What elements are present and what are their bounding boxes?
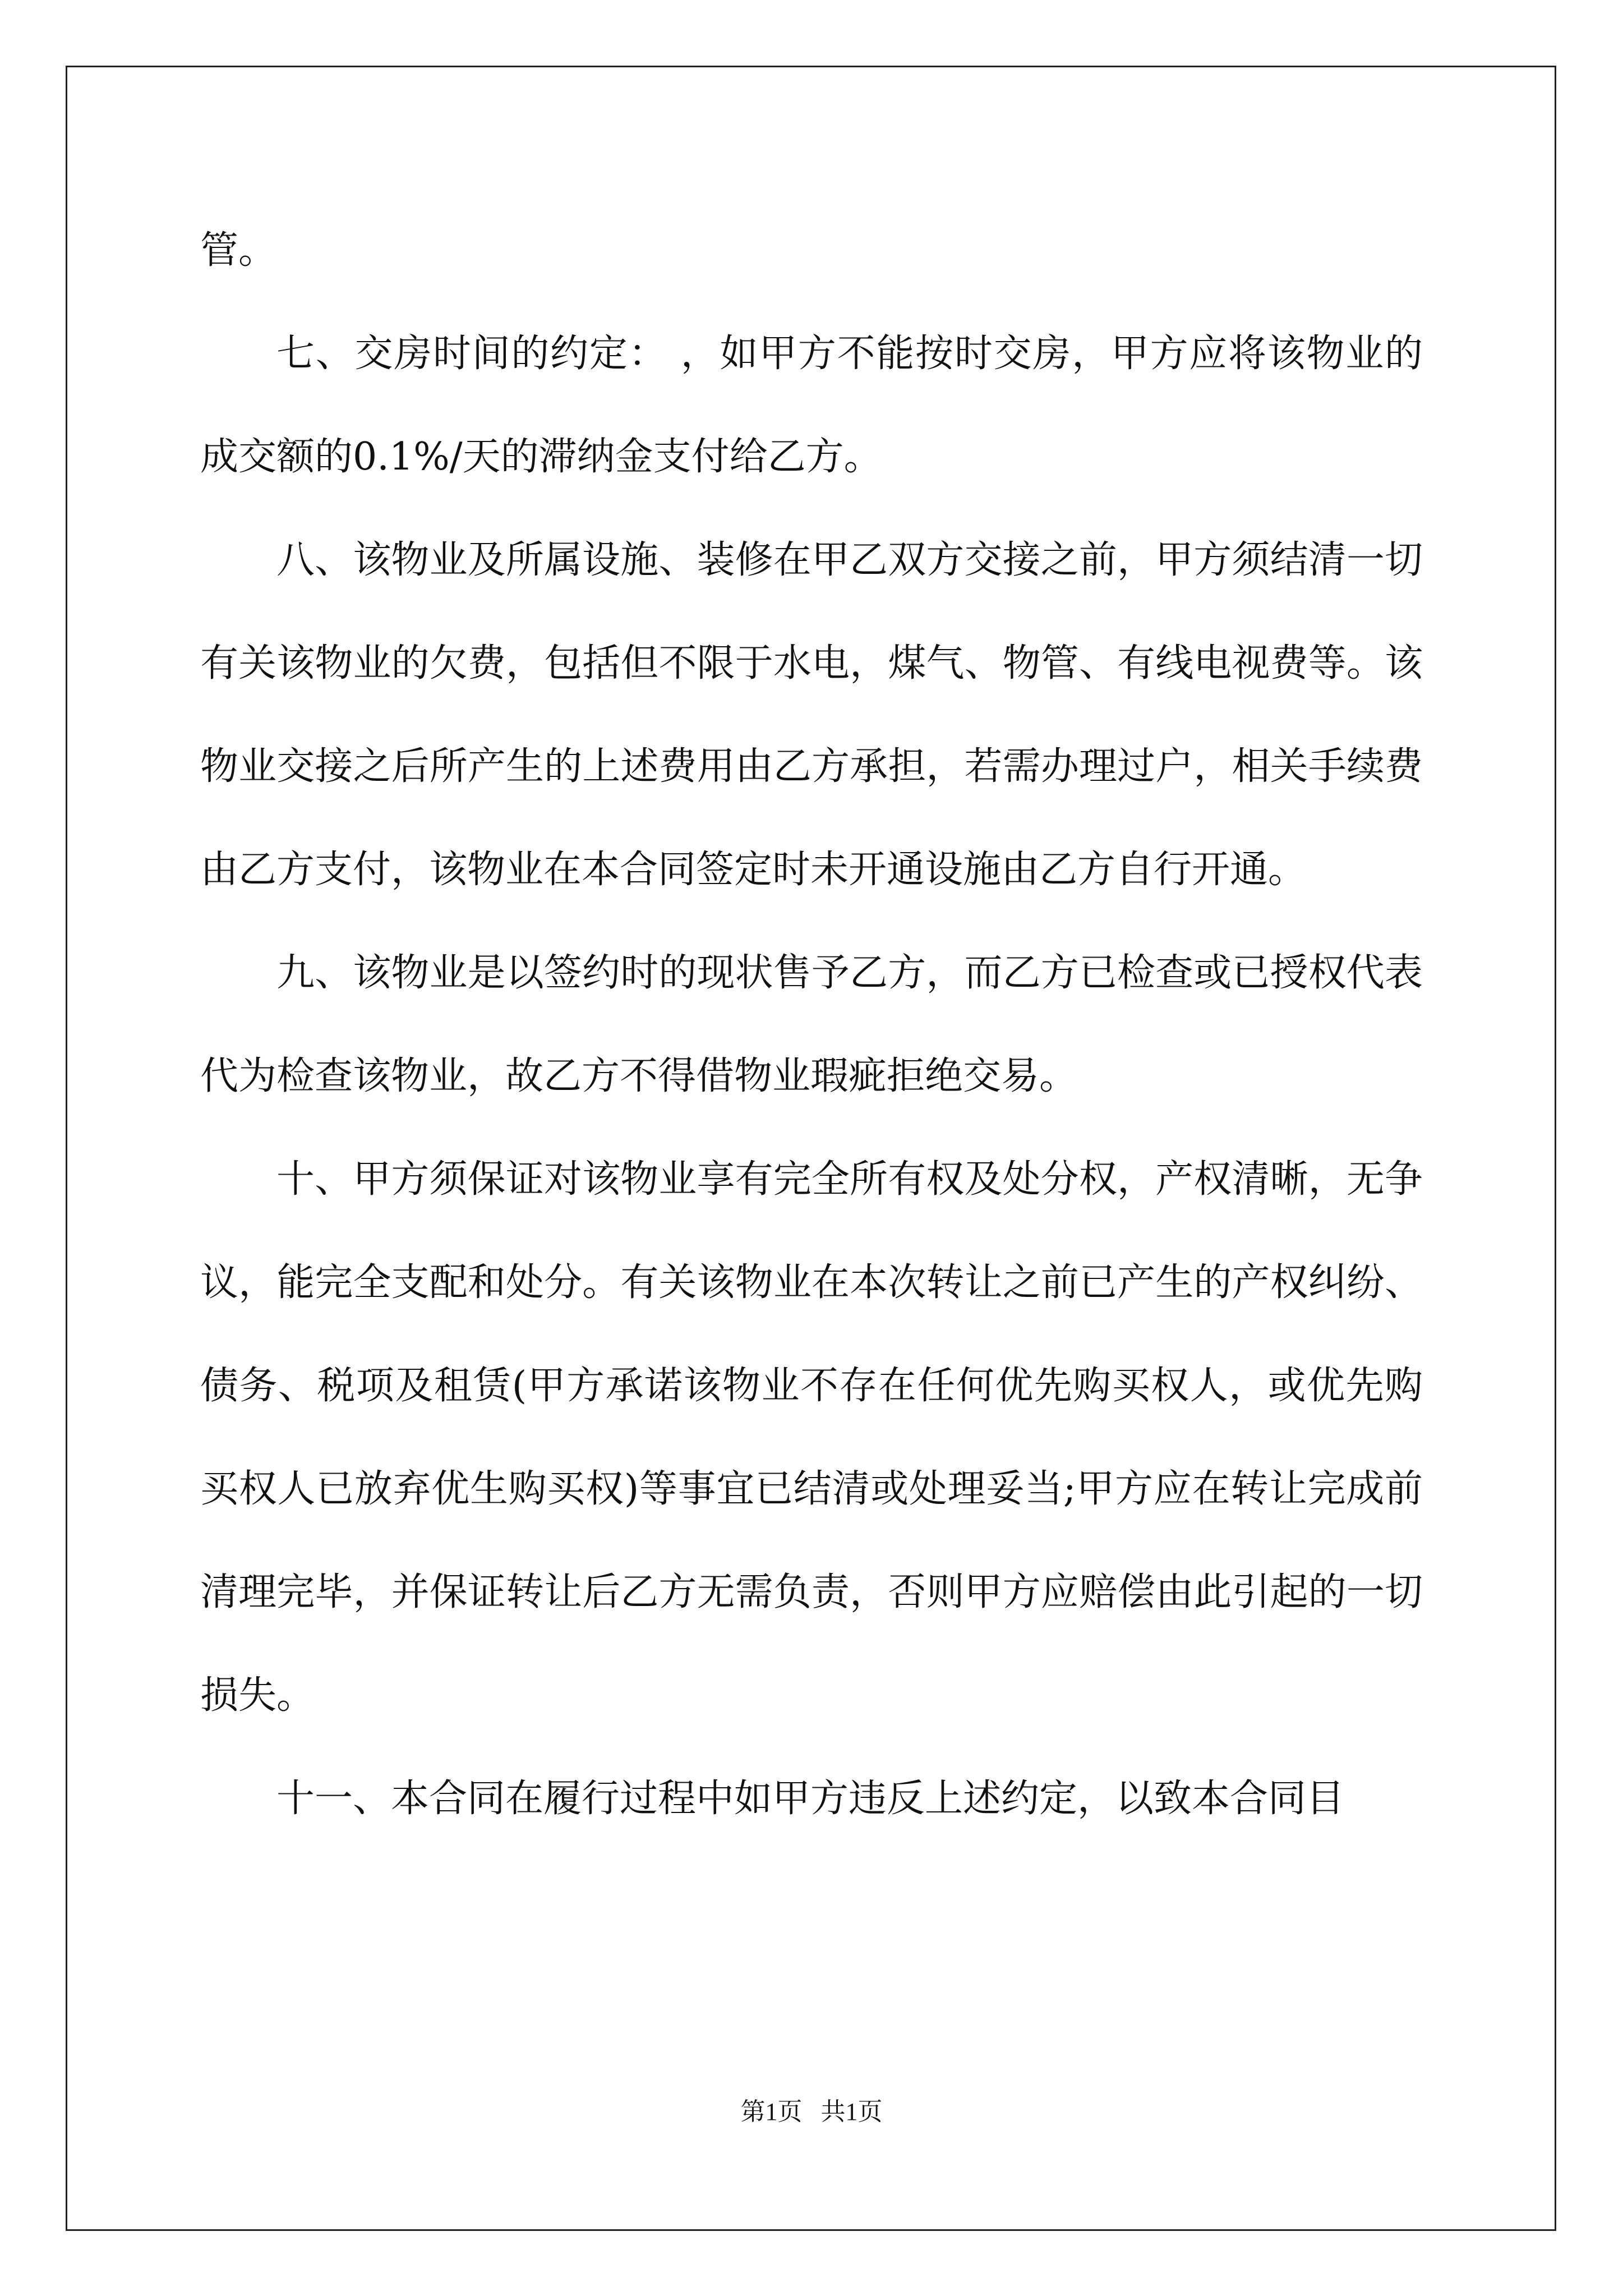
page-number-label: 第1页 共1页 bbox=[740, 2098, 883, 2125]
paragraph-clause-11: 十一、本合同在履行过程中如甲方违反上述约定，以致本合同目 bbox=[276, 1777, 1345, 1821]
page-footer bbox=[0, 2095, 1623, 2129]
paragraph-clause-10: 十、甲方须保证对该物业享有完全所有权及处分权，产权清晰，无争议，能完全支配和处分。有关该物业在本次转让之前已产生的产权纠纷、债务、税项及租赁(甲方承诺该物业不存在任何优先购买权人，或优先购买权人已放弃优生购买权)等事宜已结清或处理妥当;甲方应在转让完成前清理完毕，并保证转让后乙方无需负责，否则甲方应赔偿由此引起的一切损失。 bbox=[200, 1157, 1423, 1718]
paragraph-continuation: 管。 bbox=[200, 228, 277, 273]
document-body bbox=[200, 199, 1423, 1851]
paragraph-clause-8: 八、该物业及所属设施、装修在甲乙双方交接之前，甲方须结清一切有关该物业的欠费，包括但不限于水电，煤气、物管、有线电视费等。该物业交接之后所产生的上述费用由乙方承担，若需办理过户，相关手续费由乙方支付，该物业在本合同签定时未开通设施由乙方自行开通。 bbox=[200, 538, 1423, 892]
paragraph-clause-9: 九、该物业是以签约时的现状售予乙方，而乙方已检查或已授权代表代为检查该物业，故乙方不得借物业瑕疵拒绝交易。 bbox=[200, 951, 1423, 1098]
paragraph-clause-7: 七、交房时间的约定： ，如甲方不能按时交房，甲方应将该物业的成交额的0.1%/天的滞纳金支付给乙方。 bbox=[200, 332, 1423, 479]
